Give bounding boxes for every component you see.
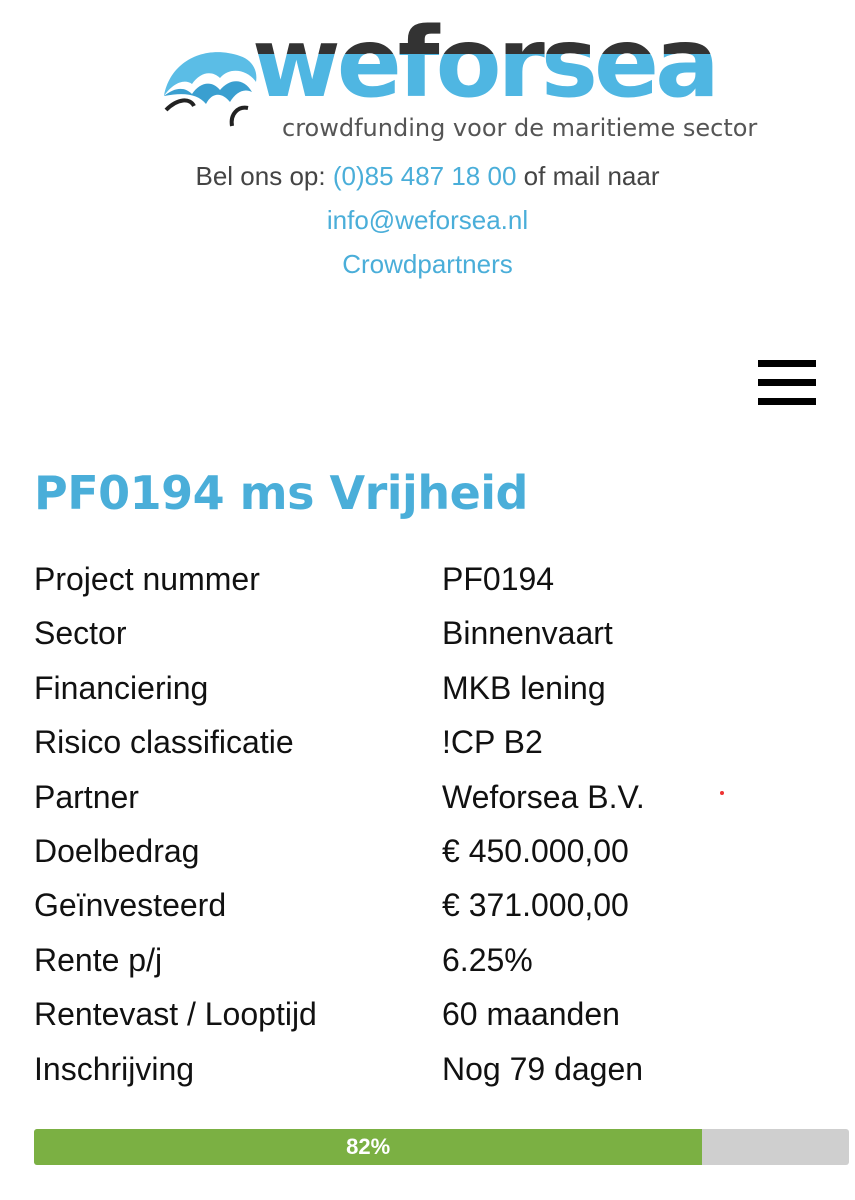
detail-value: PF0194 — [442, 561, 555, 597]
funding-progress-bar — [34, 1129, 849, 1165]
site-header — [0, 0, 855, 300]
detail-label: Doelbedrag — [34, 832, 200, 869]
contact-phone-line — [0, 161, 855, 192]
wave-logo-icon — [160, 36, 260, 131]
detail-label: Risico classificatie — [34, 724, 294, 761]
project-title: PF0194 ms Vrijheid — [34, 466, 528, 520]
detail-label: Partner — [34, 778, 139, 815]
contact-prefix: Bel ons op: — [195, 161, 326, 191]
contact-middle: of mail naar — [523, 161, 660, 191]
detail-row-inschrijving — [34, 1042, 824, 1096]
detail-value: 6.25% — [442, 941, 533, 978]
menu-bar — [758, 360, 816, 367]
detail-row-financiering — [34, 661, 824, 715]
detail-row-rente — [34, 933, 824, 987]
svg-text:weforsea: weforsea — [252, 18, 716, 119]
logo-wordmark-art — [252, 18, 772, 128]
weforsea-logo[interactable] — [160, 18, 770, 148]
detail-value: 60 maanden — [442, 996, 620, 1033]
detail-value: Binnenvaart — [442, 615, 613, 652]
detail-row-sector — [34, 606, 824, 660]
progress-label: 82% — [346, 1134, 391, 1159]
detail-row-partner — [34, 770, 824, 824]
crowdpartners-link[interactable]: Crowdpartners — [342, 249, 513, 279]
hamburger-menu-icon[interactable] — [758, 360, 816, 406]
menu-bar — [758, 379, 816, 386]
detail-label: Rente p/j — [34, 941, 163, 978]
email-link[interactable]: info@weforsea.nl — [326, 205, 529, 235]
detail-label: Inschrijving — [34, 1050, 195, 1087]
detail-value: MKB lening — [442, 669, 606, 706]
detail-label: Geïnvesteerd — [34, 887, 227, 924]
detail-row-geinvesteerd — [34, 878, 824, 932]
detail-row-looptijd — [34, 987, 824, 1041]
red-dot-marker — [720, 791, 724, 795]
detail-value: € 371.000,00 — [442, 887, 629, 924]
detail-label: Financiering — [34, 669, 209, 706]
detail-row-doelbedrag — [34, 824, 824, 878]
detail-value: Nog 79 dagen — [442, 1050, 644, 1087]
menu-bar — [758, 398, 816, 405]
detail-value: Weforsea B.V. — [442, 778, 645, 815]
detail-label: Sector — [34, 615, 127, 652]
detail-value: € 450.000,00 — [442, 832, 629, 869]
logo-tagline: crowdfunding voor de maritieme sector — [282, 114, 758, 142]
phone-link[interactable]: (0)85 487 18 00 — [332, 161, 517, 191]
detail-row-project-nummer — [34, 552, 824, 606]
project-details-table — [34, 552, 824, 1096]
detail-label: Rentevast / Looptijd — [34, 996, 317, 1033]
detail-label: Project nummer — [34, 561, 260, 597]
detail-value: !CP B2 — [442, 724, 543, 761]
detail-row-risico — [34, 715, 824, 769]
